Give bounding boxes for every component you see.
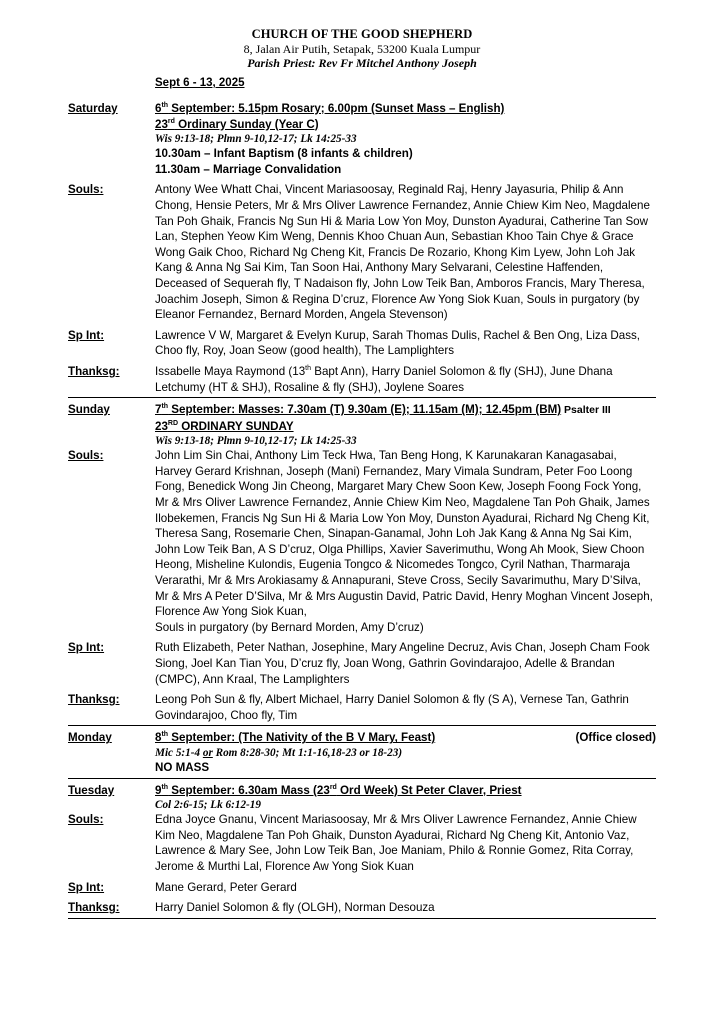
date-number: 9 xyxy=(155,783,162,797)
mass-schedule: September: Masses: 7.30am (T) 9.30am (E); 11.15am (M); 12.45pm (BM) xyxy=(168,403,562,417)
saturday-info xyxy=(155,101,656,177)
souls-label: Souls: xyxy=(68,183,104,197)
thanksg-label: Thanksg: xyxy=(68,901,120,915)
day-label-tuesday: Tuesday xyxy=(68,783,115,797)
sunday-souls-row xyxy=(68,448,656,635)
thanksg-label: Thanksg: xyxy=(68,693,120,707)
feast-name: Ord Week) St Peter Claver, Priest xyxy=(336,783,522,797)
feast-name: ORDINARY SUNDAY xyxy=(178,419,294,433)
souls-label: Souls: xyxy=(68,449,104,463)
ordinal-suffix: th xyxy=(161,102,169,110)
ordinal-suffix: th xyxy=(161,783,169,791)
reading-ref: Mic 5:1-4 xyxy=(155,746,203,759)
tuesday-sp-int: Mane Gerard, Peter Gerard xyxy=(155,880,297,894)
tuesday-mass-time xyxy=(155,783,656,799)
monday-feast xyxy=(155,730,435,746)
saturday-sp-int: Lawrence V W, Margaret & Evelyn Kurup, Sarah Thomas Dulis, Rachel & Ben Ong, Liza Dass, Choo fly, Roy, Joan Seow (good health), The Lamplighters xyxy=(155,328,641,358)
feast-name: September: (The Nativity of the B V Mary, Feast) xyxy=(168,731,436,745)
sunday-souls-purgatory: Souls in purgatory (by Bernard Morden, Amy D’cruz) xyxy=(155,620,424,634)
saturday-mass-time xyxy=(155,101,656,117)
date-number: 8 xyxy=(155,731,162,745)
sunday-souls-block xyxy=(155,448,656,635)
sp-int-label: Sp Int: xyxy=(68,641,105,655)
marriage-convalidation: 11.30am – Marriage Convalidation xyxy=(155,162,342,176)
sp-int-label: Sp Int: xyxy=(68,328,105,342)
saturday-spint-row xyxy=(68,328,656,359)
monday-readings xyxy=(155,746,656,760)
ordinal-suffix: th xyxy=(161,731,169,739)
ordinal-suffix: rd xyxy=(167,117,175,125)
feast-name: Ordinary Sunday (Year C) xyxy=(174,117,319,131)
parish-priest: Parish Priest: Rev Fr Mitchel Anthony Joseph xyxy=(247,56,477,70)
saturday-souls: Antony Wee Whatt Chai, Vincent Mariasoosay, Reginald Raj, Henry Jayasuria, Philip & Ann Chong, Hensie Peters, Mr & Mrs Oliver Lawrence Fernandez, Annie Chiew Kim Neo, Magdalene Tan Poh Ghaik, Francis Ng Sun Hi & Maria Low Yon Moy, Dunston Ayadurai, Catherine Tan Sow Lan, Stephen Yeow Kim Weng, Dennis Khoo Chuan Aun, Sebastian Khoo Tain Chye & Grace Wong Gaik Choo, Richard Ng Cheng Kit, Francis De Rozario, Khong Kim Lyew, John Loh Jak Kang & Anna Ng Sai Kim, Tan Soon Hai, Anthony Mary Selvarani, Celestine Haffenden, Deceased of Sequerah fly, T Nadaison fly, John Low Teik Ban, Amboros Francis, Mary Theresa, Joachim Joseph, Simon & Regina D’cruz, Florence Aw Yong Siok Kuan, Souls in purgatory (by Eleanor Fernandez, Bernard Morden, Angela Stevenson) xyxy=(155,183,650,322)
mass-schedule: September: 6.30am Mass (23 xyxy=(168,783,330,797)
section-divider xyxy=(68,397,656,398)
tuesday-thanksg-row xyxy=(68,900,656,916)
section-divider xyxy=(68,725,656,726)
sunday-info xyxy=(155,402,656,448)
week-dates: Sept 6 - 13, 2025 xyxy=(155,77,245,89)
saturday-souls-row xyxy=(68,182,656,322)
monday-heading xyxy=(155,730,656,746)
sunday-thanksg: Leong Poh Sun & fly, Albert Michael, Harry Daniel Solomon & fly (S A), Vernese Tan, Gathrin Govindarajoo, Choo fly, Tim xyxy=(155,693,629,722)
ordinal-suffix: th xyxy=(161,403,169,411)
sunday-thanksg-row xyxy=(68,692,656,723)
tuesday-thanksg: Harry Daniel Solomon & fly (OLGH), Norman Desouza xyxy=(155,901,435,915)
monday-row xyxy=(68,730,656,775)
tuesday-souls: Edna Joyce Gnanu, Vincent Mariasoosay, Mr & Mrs Oliver Lawrence Fernandez, Annie Chiew Kim Neo, Magdalene Tan Poh Ghaik, Dunston Ayadurai, Richard Ng Cheng Kit, Antonio Vaz, Lawrence & Mary See, John Low Teik Ban, Joe Maniam, Philo & Ronnie Gomez, Rita Corray, Jerome & Murthi Lal, Florence Aw Yong Siok Kuan xyxy=(155,813,637,873)
infant-baptism: 10.30am – Infant Baptism (8 infants & children) xyxy=(155,147,413,161)
mass-schedule: September: 5.15pm Rosary; 6.00pm (Sunset Mass – English) xyxy=(168,102,505,115)
sp-int-label: Sp Int: xyxy=(68,880,105,894)
date-number: 7 xyxy=(155,403,162,417)
day-label-monday: Monday xyxy=(68,731,112,745)
church-header xyxy=(0,0,724,70)
week-number: 23 xyxy=(155,419,168,433)
sunday-spint-row xyxy=(68,640,656,687)
souls-label: Souls: xyxy=(68,813,104,827)
saturday-row xyxy=(68,101,656,177)
sunday-souls: John Lim Sin Chai, Anthony Lim Teck Hwa, Tan Beng Hong, K Karunakaran Kanagasabai, Harvey Gerard Krishnan, Joseph (Mani) Fernandez, Mary Vimala Sundram, Peter Foo Loong Fong, Benedick Wong Jin Cheong, Margaret Mary Chew Soon Kew, Joseph Foong Fock Yong, Mr & Mrs Oliver Lawrence Fernandez, Annie Chiew Kim Neo, Magdalene Tan Poh Ghaik, James Ilobekemen, Francis Ng Sun Hi & Maria Low Yon Moy, Dunston Ayadurai, Richard Ng Cheng Kit, Theresa Sang, Rosemarie Chen, Sinapan-Ganamal, John Loh Jak Kang & Anna Ng Sai Kim, John Low Teik Ban, A S D’cruz, Olga Phillips, Xavier Saverimuthu, Wong Ah Mook, Siew Choon Heong, Misheline Kulondis, Eugenia Tongco & Nicomedes Tongco, Cyril Nathan, Tharmaraja Verarathi, Mr & Mrs Arokiasamy & Annapurani, Steve Cross, Secily Savarimuthu, Mary D’Silva, Mr & Mrs A Peter D’Silva, Mr & Mrs Augustin David, Patric David, Henry Moghan Vincent Joseph, Florence Aw Yong Siok Kuan, xyxy=(155,449,653,619)
section-divider xyxy=(68,918,656,919)
section-divider xyxy=(68,778,656,779)
thanksg-label: Thanksg: xyxy=(68,364,120,378)
day-label-saturday: Saturday xyxy=(68,102,118,115)
tuesday-readings: Col 2:6-15; Lk 6:12-19 xyxy=(155,799,261,812)
tuesday-info xyxy=(155,783,656,813)
tuesday-souls-row xyxy=(68,812,656,874)
ordinal-suffix: RD xyxy=(167,419,179,427)
date-number: 6 xyxy=(155,102,162,115)
ordinal-suffix: th xyxy=(305,365,311,373)
sunday-row xyxy=(68,402,656,448)
sunday-sp-int: Ruth Elizabeth, Peter Nathan, Josephine, Mary Angeline Decruz, Avis Chan, Joseph Cham Fook Siong, Joel Kan Tian You, D’cruz fly, Joan Wong, Gathrin Govindarajoo, Adelle & Brandan (CMPC), Ann Kraal, The Lamplighters xyxy=(155,641,650,686)
church-address: 8, Jalan Air Putih, Setapak, 53200 Kuala Lumpur xyxy=(243,42,481,56)
thanksg-text: Issabelle Maya Raymond (13 xyxy=(155,364,306,378)
schedule xyxy=(68,101,656,923)
sunday-mass-time xyxy=(155,402,656,419)
tuesday-row xyxy=(68,783,656,813)
monday-info xyxy=(155,730,656,775)
office-closed-note: (Office closed) xyxy=(575,731,656,745)
no-mass-notice: NO MASS xyxy=(155,760,210,774)
ordinal-suffix: rd xyxy=(329,783,337,791)
sunday-feast xyxy=(155,419,656,435)
sunday-readings: Wis 9:13-18; Plmn 9-10,12-17; Lk 14:25-33 xyxy=(155,435,357,448)
thanksg-text: Bapt Ann), Harry Daniel Solomon & fly (SHJ), June Dhana Letchumy (HT & SHJ), Rosaline & fly (SHJ), Joylene Soares xyxy=(155,364,613,394)
reading-ref: Rom 8:28-30; Mt 1:1-16,18-23 or 18-23) xyxy=(212,746,403,759)
reading-or: or xyxy=(202,746,213,759)
church-name: CHURCH OF THE GOOD SHEPHERD xyxy=(251,27,473,41)
saturday-thanksg-row xyxy=(68,364,656,395)
psalter: Psalter III xyxy=(561,404,611,417)
tuesday-spint-row xyxy=(68,880,656,896)
saturday-readings: Wis 9:13-18; Plmn 9-10,12-17; Lk 14:25-33 xyxy=(155,133,357,146)
day-label-sunday: Sunday xyxy=(68,403,110,417)
week-number: 23 xyxy=(155,117,168,131)
saturday-thanksg xyxy=(155,364,656,395)
saturday-feast xyxy=(155,117,656,133)
